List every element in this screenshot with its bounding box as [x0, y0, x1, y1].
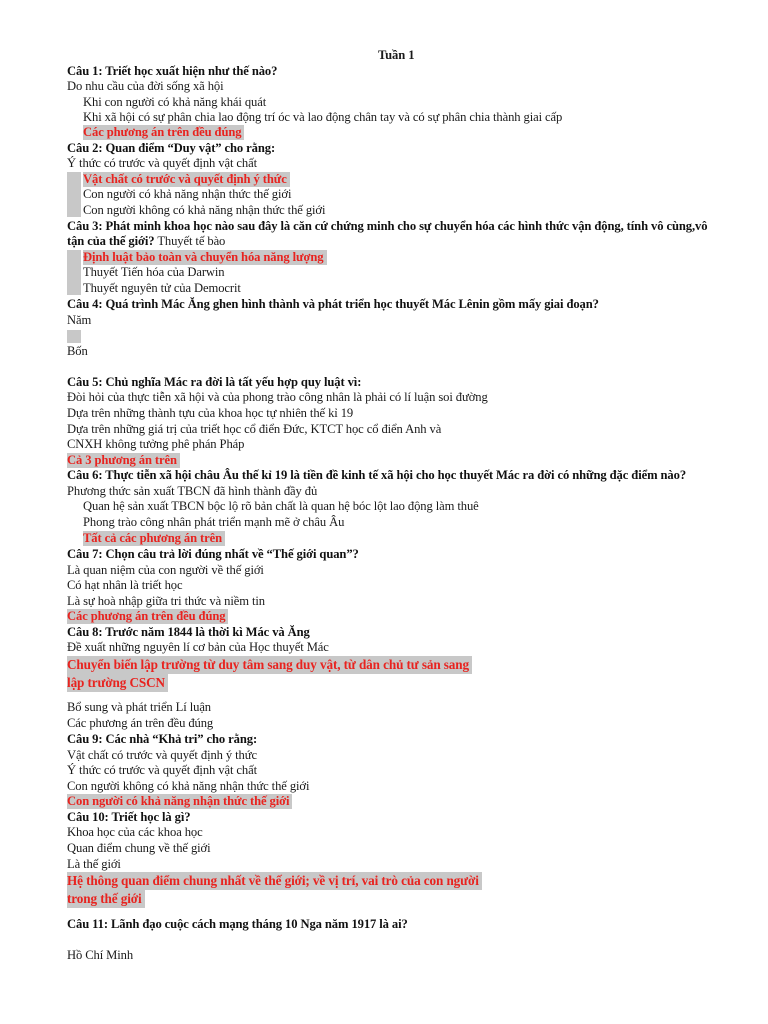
question-11: Câu 11: Lãnh đạo cuộc cách mạng tháng 10 Nga năm 1917 là ai?	[67, 917, 408, 931]
q10-option-1: Khoa học của các khoa học	[67, 825, 203, 839]
q8-option-3: Các phương án trên đều đúng	[67, 716, 214, 730]
q3-answer: Định luật bảo toàn và chuyển hóa năng lượng	[83, 250, 327, 265]
q3-inline-option: Thuyết tế bào	[157, 234, 226, 248]
q8-answer-line-2: lập trường CSCN	[67, 674, 168, 692]
q5-option-2: Dựa trên những thành tựu của khoa học tự nhiên thế kỉ 19	[67, 406, 354, 420]
gray-margin-block	[67, 172, 81, 217]
q6-option-1: Phương thức sản xuất TBCN đã hình thành đầy đủ	[67, 484, 318, 498]
q6-answer: Tất cả các phương án trên	[83, 531, 225, 546]
q3-option-1: Thuyết Tiến hóa của Darwin	[83, 265, 225, 279]
question-7: Câu 7: Chọn câu trả lời đúng nhất về “Thế giới quan”?	[67, 547, 359, 561]
question-3-line-1: Câu 3: Phát minh khoa học nào sau đây là căn cứ chứng minh cho sự chuyển hóa các hình thức vận động, tính vô cùng,vô	[67, 219, 708, 233]
q9-option-3: Con người không có khả năng nhận thức thế giới	[67, 779, 310, 793]
q9-option-2: Ý thức có trước và quyết định vật chất	[67, 763, 257, 777]
q11-option-1: Hồ Chí Minh	[67, 948, 134, 962]
q9-answer: Con người có khả năng nhận thức thế giới	[67, 794, 292, 809]
q7-answer: Các phương án trên đều đúng	[67, 609, 228, 624]
q5-option-3-cont: CNXH không tưởng phê phán Pháp	[67, 437, 245, 451]
q10-option-3: Là thế giới	[67, 857, 121, 871]
q1-option-1: Do nhu cầu của đời sống xã hội	[67, 79, 224, 93]
q9-option-1: Vật chất có trước và quyết định ý thức	[67, 748, 257, 762]
question-3-line-2	[67, 234, 225, 249]
q1-option-3: Khi xã hội có sự phân chia lao động trí óc và lao động chân tay và có sự phân chia thành giai cấp	[83, 110, 563, 124]
q6-option-3: Phong trào công nhân phát triển mạnh mẽ ở châu Âu	[83, 515, 345, 529]
question-3-text: tận của thế giới?	[67, 234, 155, 248]
q2-option-3: Con người không có khả năng nhận thức thế giới	[83, 203, 326, 217]
q7-option-3: Là sự hoà nhập giữa tri thức và niềm tin	[67, 594, 265, 608]
question-6: Câu 6: Thực tiễn xã hội châu Âu thế kỉ 19 là tiền đề kinh tế xã hội cho học thuyết Mác ra đời có những đặc điểm nào?	[67, 468, 687, 482]
q10-option-2: Quan điểm chung về thế giới	[67, 841, 211, 855]
q4-option-1: Năm	[67, 313, 92, 327]
gray-margin-block	[67, 250, 81, 295]
q1-answer: Các phương án trên đều đúng	[83, 125, 244, 140]
q7-option-2: Có hạt nhân là triết học	[67, 578, 183, 592]
q4-option-2: Bốn	[67, 344, 88, 358]
q7-option-1: Là quan niệm của con người về thế giới	[67, 563, 264, 577]
q2-option-1: Ý thức có trước và quyết định vật chất	[67, 156, 257, 170]
q10-answer-line-2: trong thế giới	[67, 890, 145, 908]
q8-option-1: Đề xuất những nguyên lí cơ bản của Học thuyết Mác	[67, 640, 329, 654]
q6-option-2: Quan hệ sản xuất TBCN bộc lộ rõ bản chất là quan hệ bóc lột lao động làm thuê	[83, 499, 479, 513]
question-1: Câu 1: Triết học xuất hiện như thế nào?	[67, 64, 278, 78]
q2-answer: Vật chất có trước và quyết định ý thức	[83, 172, 290, 187]
q3-option-2: Thuyết nguyên tử của Democrit	[83, 281, 241, 295]
question-9: Câu 9: Các nhà “Khả tri” cho rằng:	[67, 732, 258, 746]
question-5: Câu 5: Chủ nghĩa Mác ra đời là tất yếu hợp quy luật vì:	[67, 375, 362, 389]
q8-answer-line-1: Chuyển biến lập trường từ duy tâm sang duy vật, từ dân chủ tư sản sang	[67, 656, 472, 674]
q2-option-2: Con người có khả năng nhận thức thế giới	[83, 187, 292, 201]
q8-option-2: Bổ sung và phát triển Lí luận	[67, 700, 212, 714]
question-8: Câu 8: Trước năm 1844 là thời kì Mác và Ăng	[67, 625, 310, 639]
q5-option-1: Đòi hỏi của thực tiễn xã hội và của phong trào công nhân là phải có lí luận soi đường	[67, 390, 488, 404]
question-10: Câu 10: Triết học là gì?	[67, 810, 191, 824]
page-title: Tuần 1	[378, 48, 415, 62]
question-2: Câu 2: Quan điểm “Duy vật” cho rằng:	[67, 141, 276, 155]
q10-answer-line-1: Hệ thông quan điểm chung nhất về thế giới; về vị trí, vai trò của con người	[67, 872, 482, 890]
question-4: Câu 4: Quá trình Mác Ăng ghen hình thành và phát triển học thuyết Mác Lênin gồm mấy giai đoạn?	[67, 297, 599, 311]
q1-option-2: Khi con người có khả năng khái quát	[83, 95, 267, 109]
q5-option-3: Dựa trên những giá trị của triết học cổ điển Đức, KTCT học cổ điển Anh và	[67, 422, 442, 436]
gray-answer-block	[67, 330, 81, 343]
q5-answer: Cả 3 phương án trên	[67, 453, 180, 468]
